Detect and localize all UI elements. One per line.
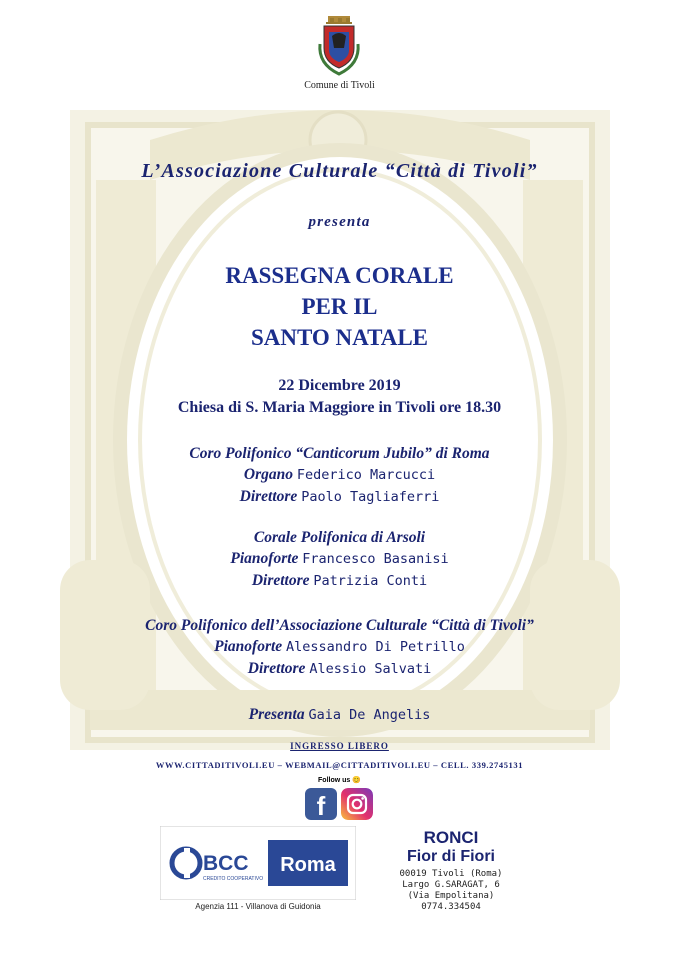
- ronci-phone: 0774.334504: [421, 902, 481, 912]
- free-entry-notice: INGRESSO LIBERO: [290, 741, 389, 751]
- role-name: Patrizia Conti: [313, 573, 428, 589]
- title-line-2: PER IL: [301, 294, 378, 319]
- bcc-roma-logo: [160, 826, 356, 900]
- bcc-city: Roma: [280, 854, 336, 876]
- choir-block: [0, 527, 679, 592]
- bcc-subtitle: CREDITO COOPERATIVO: [203, 876, 264, 882]
- ronci-tagline: Fior di Fiori: [407, 848, 495, 865]
- presenta-text: presenta: [308, 214, 371, 230]
- comune-label: Comune di Tivoli: [304, 80, 375, 91]
- instagram-icon[interactable]: [341, 788, 373, 820]
- follow-us-label: Follow us 😊: [318, 777, 361, 784]
- presenter-name: Gaia De Angelis: [308, 707, 431, 723]
- title-line-3: SANTO NATALE: [250, 325, 428, 350]
- role-name: Alessandro Di Petrillo: [286, 639, 465, 655]
- role-label: Direttore: [247, 660, 306, 677]
- event-venue: Chiesa di S. Maria Maggiore in Tivoli ore 18.30: [177, 399, 502, 416]
- role-label: Direttore: [251, 572, 310, 589]
- role-label: Pianoforte: [230, 550, 299, 567]
- ronci-address-line: 00019 Tivoli (Roma): [399, 869, 503, 879]
- role-label: Pianoforte: [214, 638, 283, 655]
- ronci-name: RONCI: [423, 828, 479, 847]
- presenter-line: [0, 704, 679, 726]
- role-name: Federico Marcucci: [296, 467, 436, 483]
- choir-name: Coro Polifonico “Canticorum Jubilo” di Roma: [189, 445, 490, 462]
- role-label: Direttore: [239, 488, 298, 505]
- title-line-1: RASSEGNA CORALE: [225, 263, 454, 288]
- contact-info: WWW.CITTADITIVOLI.EU – WEBMAIL@CITTADITIVOLI.EU – CELL. 339.2745131: [155, 760, 524, 770]
- ronci-address-line: (Via Empolitana): [407, 891, 495, 901]
- facebook-icon[interactable]: f: [305, 788, 337, 820]
- ronci-sponsor: [372, 828, 530, 913]
- role-name: Paolo Tagliaferri: [301, 489, 440, 505]
- choir-name: Corale Polifonica di Arsoli: [253, 529, 426, 546]
- choir-block: [0, 443, 679, 508]
- tivoli-crest-icon: [316, 14, 362, 76]
- association-heading: L’Associazione Culturale “Città di Tivoli”: [141, 160, 538, 182]
- event-date: 22 Dicembre 2019: [278, 377, 401, 394]
- role-name: Alessio Salvati: [309, 661, 432, 677]
- bcc-logo-text: BCC: [203, 852, 249, 875]
- event-title: [0, 260, 679, 353]
- ronci-address-line: Largo G.SARAGAT, 6: [402, 880, 500, 890]
- role-label: Organo: [243, 466, 294, 483]
- choir-block: [0, 615, 679, 680]
- bcc-agency: Agenzia 111 - Villanova di Guidonia: [195, 902, 321, 911]
- role-name: Francesco Basanisi: [302, 551, 449, 567]
- ronci-address: [372, 869, 530, 913]
- choir-name: Coro Polifonico dell’Associazione Culturale “Città di Tivoli”: [145, 617, 534, 634]
- presenter-label: Presenta: [248, 706, 305, 723]
- event-details: [0, 375, 679, 419]
